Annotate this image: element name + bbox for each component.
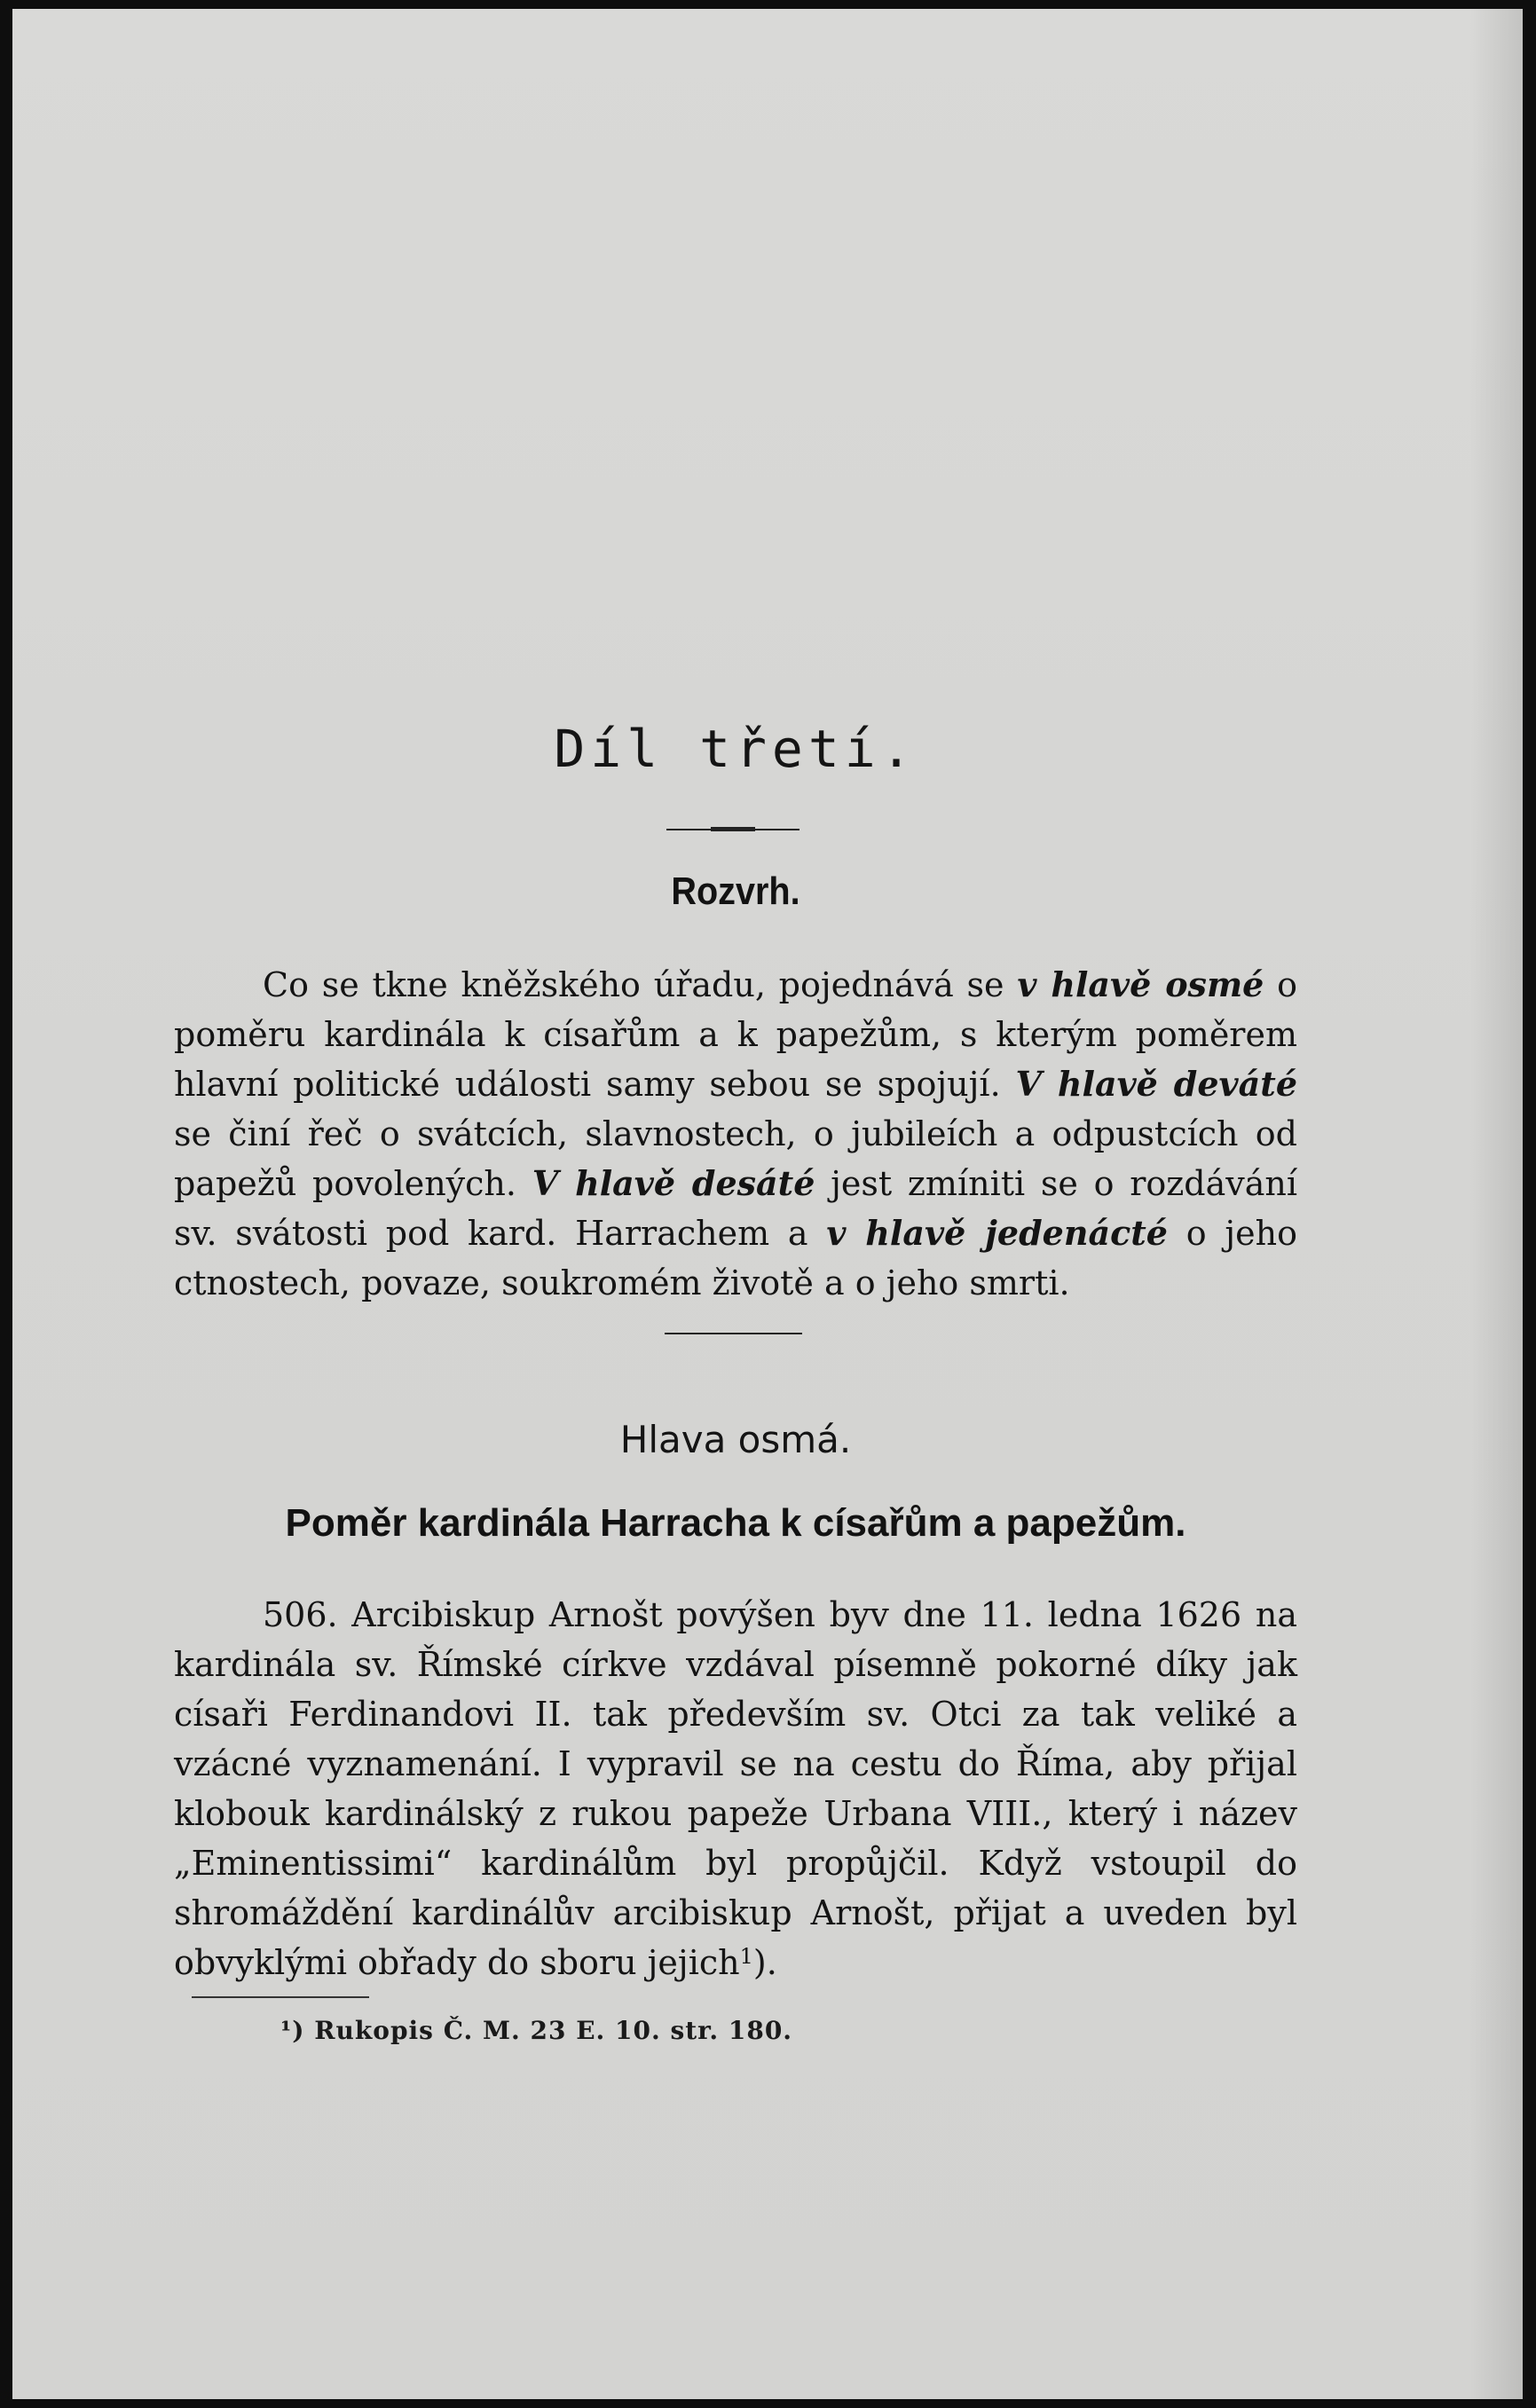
footnote [280, 2016, 792, 2045]
book-page [12, 9, 1523, 2399]
paragraph-506 [174, 1590, 1297, 1987]
paragraph-end: ). [752, 1943, 777, 1982]
paragraph-text: 506. Arcibiskup Arnošt povýšen byv dne 11. ledna 1626 na kardinála sv. Římské církve vzdával písemně pokorné díky jak císaři Ferdinandovi II. tak především sv. Otci za tak veliké a vzácné vyznamenání. I vypravil se na cestu do Říma, aby přijal klobouk kardinálský z rukou papeže Urbana VIII., který i název „Eminentissimi“ kardinálům byl propůjčil. Když vstoupil do shromáždění kardinálův arcibiskup Arnošt, přijat a uveden byl obvyklými obřady do sboru jejich [174, 1595, 1297, 1982]
emphasis-run: V hlavě deváté [1015, 1064, 1297, 1104]
text-run: Co se tkne kněžského úřadu, pojednává se [263, 965, 1018, 1004]
text-run: o jeho ctnostech, povaze, soukromém životě a o jeho smrti. [174, 1214, 1297, 1302]
part-title: Díl třetí. [554, 719, 918, 779]
rozvrh-paragraph [174, 960, 1297, 1308]
ornamental-rule [666, 829, 800, 830]
emphasis-run: V hlavě desáté [532, 1163, 815, 1203]
chapter-title: Hlava osmá. [619, 1418, 852, 1461]
emphasis-run: v hlavě jedenácté [826, 1213, 1168, 1253]
chapter-subtitle: Poměr kardinála Harracha k císařům a papežům. [285, 1501, 1186, 1545]
text-run: jest zmíniti se o rozdávání sv. svátosti pod kard. Harrachem a [174, 1164, 1298, 1253]
emphasis-run: v hlavě osmé [1017, 964, 1264, 1004]
footnote-rule [192, 1996, 369, 1998]
footnote-text: Rukopis Č. M. 23 E. 10. str. 180. [314, 2016, 793, 2045]
text-run: o poměru kardinála k císařům a k papežům, s kterým poměrem hlavní politické události samy sebou se spojují. [174, 965, 1298, 1104]
section-divider [665, 1333, 802, 1334]
text-run: se činí řeč o svátcích, slavnostech, o jubileích a odpustcích od papežů povolených. [174, 1114, 1297, 1203]
footnote-reference[interactable]: 1 [739, 1944, 753, 1969]
section-heading-rozvrh: Rozvrh. [671, 870, 800, 913]
footnote-marker: ¹) [280, 2016, 305, 2045]
